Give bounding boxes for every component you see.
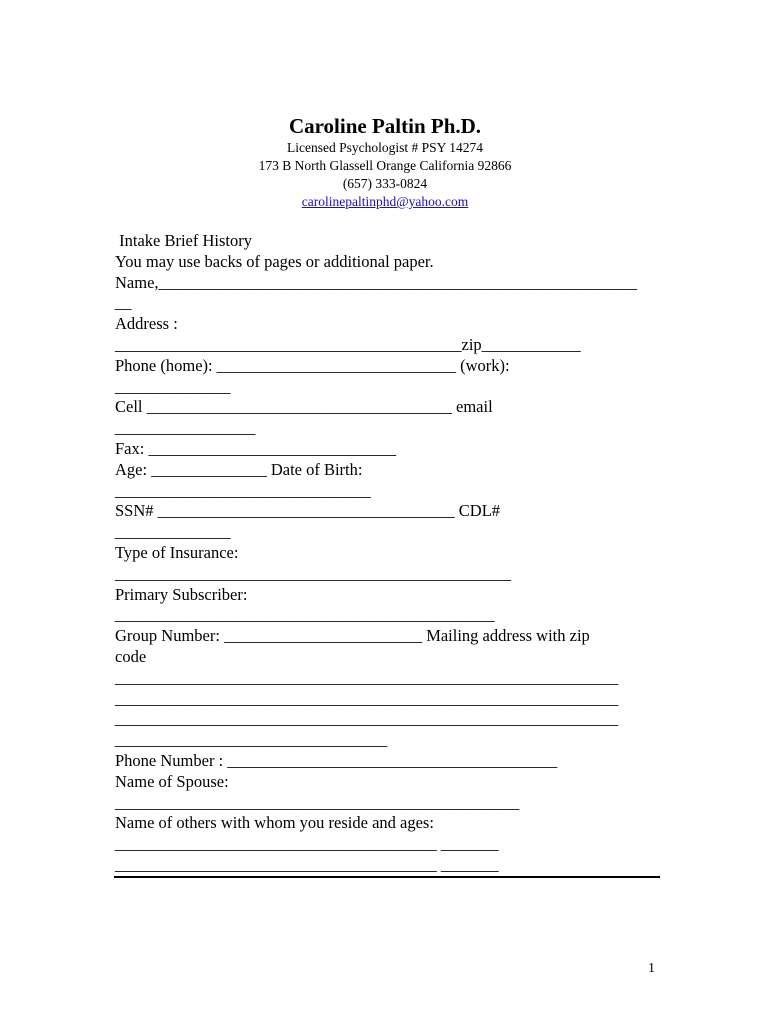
insurance-type-field[interactable]: ________________________________________________ bbox=[115, 563, 511, 583]
primary-subscriber-label: Primary Subscriber: bbox=[115, 584, 248, 604]
mailing-address-line[interactable]: _____________________________________________________________ bbox=[115, 688, 619, 708]
letterhead bbox=[0, 113, 770, 211]
office-address: 173 B North Glassell Orange California 92866 bbox=[258, 158, 512, 173]
household-member-line[interactable]: _______________________________________ _______ bbox=[115, 834, 499, 854]
primary-subscriber-field[interactable]: ______________________________________________ bbox=[115, 605, 495, 625]
phone-work-field[interactable]: ______________ bbox=[115, 376, 231, 396]
phone-number-field[interactable]: Phone Number : ________________________________________ bbox=[115, 750, 558, 770]
cdl-field[interactable]: ______________ bbox=[115, 522, 231, 542]
divider-line bbox=[114, 876, 660, 878]
intake-form bbox=[115, 231, 675, 876]
mailing-address-label: code bbox=[115, 646, 147, 666]
name-field[interactable]: Name,__________________________________________________________ bbox=[115, 272, 638, 292]
phone-home-work-field[interactable]: Phone (home): _____________________________ (work): bbox=[115, 355, 510, 375]
insurance-type-label: Type of Insurance: bbox=[115, 542, 239, 562]
form-instructions: You may use backs of pages or additional paper. bbox=[115, 251, 434, 271]
page-number: 1 bbox=[648, 961, 655, 976]
group-number-field[interactable]: Group Number: ________________________ Mailing address with zip bbox=[115, 626, 590, 646]
fax-field[interactable]: Fax: ______________________________ bbox=[115, 438, 396, 458]
ssn-cdl-field[interactable]: SSN# ____________________________________ CDL# bbox=[115, 501, 501, 521]
spouse-name-label: Name of Spouse: bbox=[115, 771, 229, 791]
mailing-address-line[interactable]: _________________________________ bbox=[115, 730, 388, 750]
mailing-address-line[interactable]: _____________________________________________________________ bbox=[115, 709, 619, 729]
date-of-birth-field[interactable]: _______________________________ bbox=[115, 480, 371, 500]
address-label: Address : bbox=[115, 314, 178, 334]
email-link[interactable]: carolinepaltinphd@yahoo.com bbox=[301, 194, 469, 209]
household-members-label: Name of others with whom you reside and ages: bbox=[115, 813, 434, 833]
form-title: Intake Brief History bbox=[115, 231, 253, 250]
email-field[interactable]: _________________ bbox=[115, 418, 256, 438]
mailing-address-line[interactable]: _____________________________________________________________ bbox=[115, 667, 619, 687]
household-member-line[interactable]: _______________________________________ _______ bbox=[115, 854, 499, 874]
spouse-name-field[interactable]: _________________________________________________ bbox=[115, 792, 520, 812]
office-phone: (657) 333-0824 bbox=[342, 176, 428, 191]
age-dob-field[interactable]: Age: ______________ Date of Birth: bbox=[115, 459, 363, 479]
cell-email-field[interactable]: Cell _____________________________________ email bbox=[115, 397, 493, 417]
name-field-continued[interactable]: __ bbox=[115, 293, 132, 313]
license-line: Licensed Psychologist # PSY 14274 bbox=[286, 140, 483, 155]
practitioner-name: Caroline Paltin Ph.D. bbox=[288, 114, 482, 138]
address-zip-field[interactable]: __________________________________________zip____________ bbox=[115, 334, 581, 354]
